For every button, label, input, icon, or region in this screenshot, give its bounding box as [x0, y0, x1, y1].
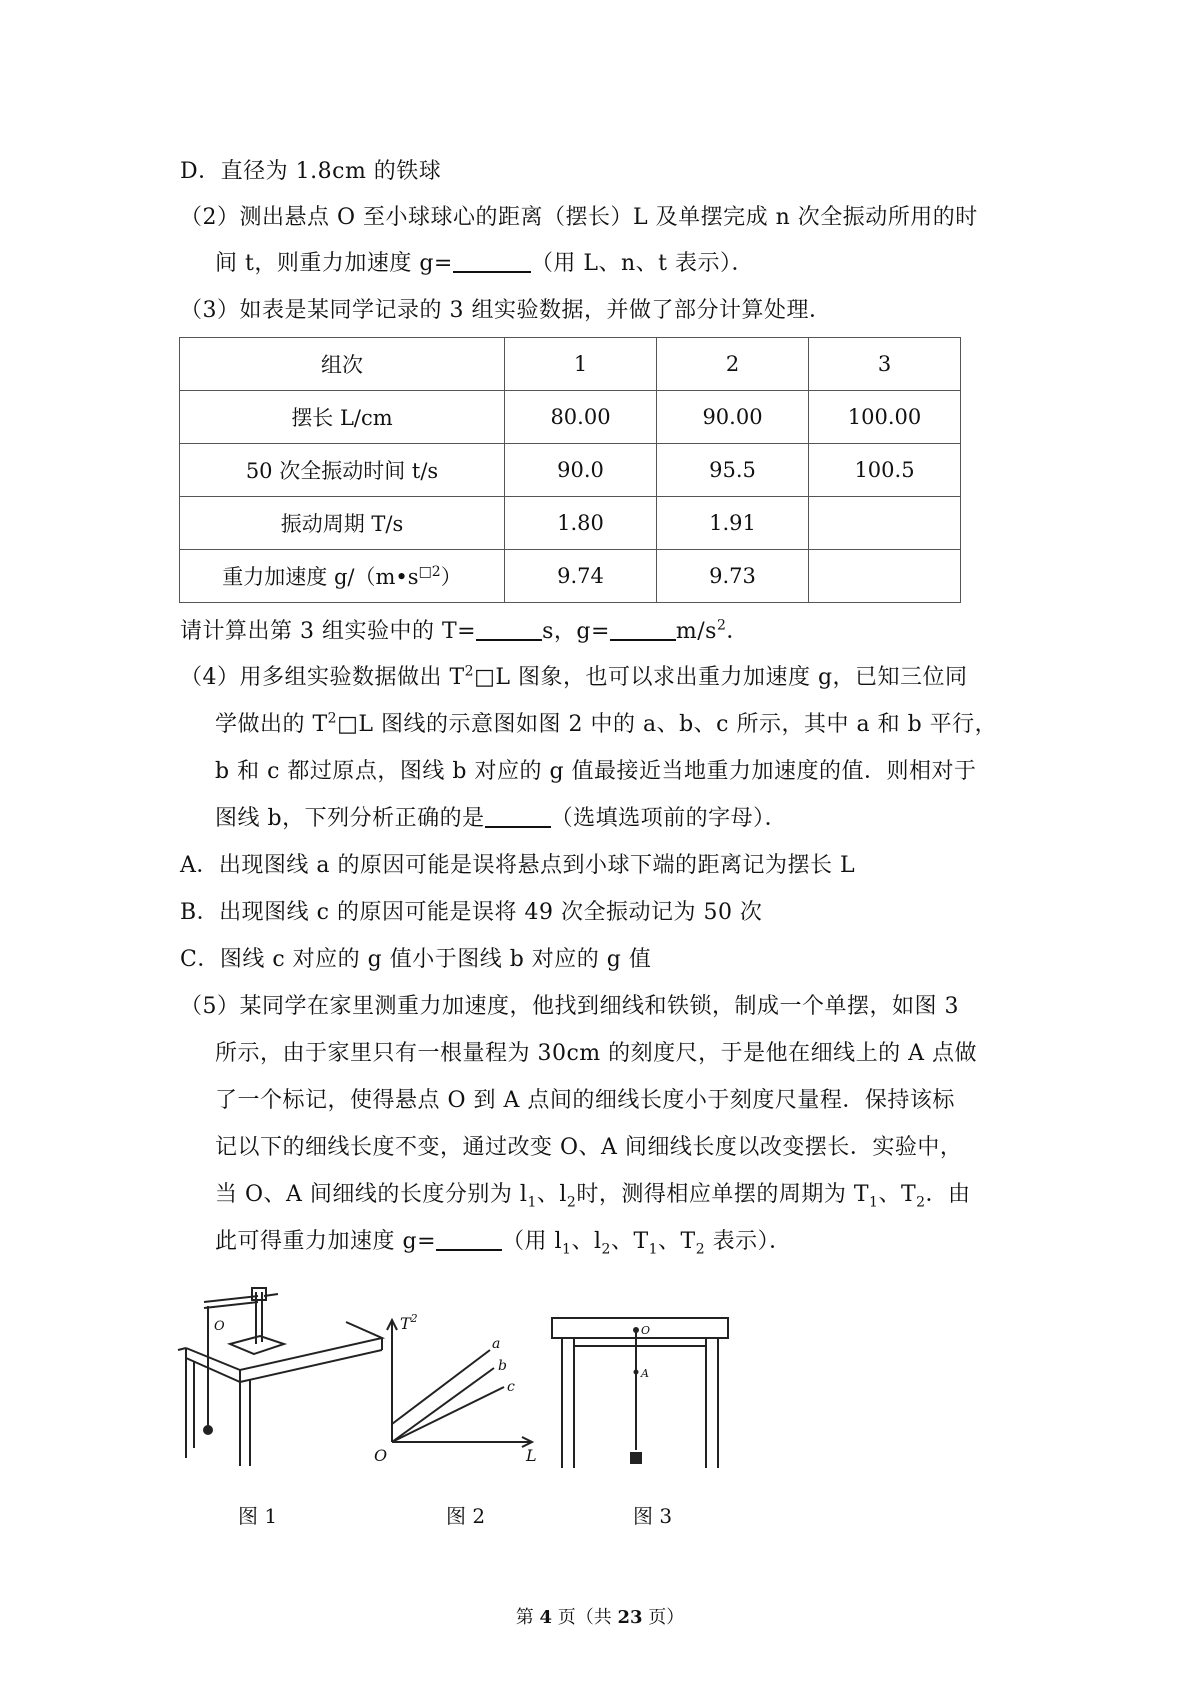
table-cell: 90.00 — [657, 391, 809, 444]
q5-l5-s2: 2 — [566, 1194, 577, 1211]
answer-blank-t[interactable] — [476, 617, 542, 641]
q5-l6-d: 、T — [610, 1229, 649, 1254]
q3-calc-a: 请计算出第 3 组实验中的 T= — [180, 619, 477, 644]
q5-l5-s3: 1 — [869, 1194, 879, 1211]
origin-label: O — [374, 1446, 388, 1465]
q4-option-b: B．出现图线 c 的原因可能是误将 49 次全振动记为 50 次 — [180, 900, 763, 925]
line-a — [392, 1350, 490, 1424]
lock-weight — [630, 1452, 642, 1464]
q5-l5-s4: 2 — [916, 1194, 926, 1211]
table-cell: 摆长 L/cm — [180, 391, 505, 444]
figure-3 — [550, 1310, 730, 1470]
table-header-row — [180, 338, 961, 391]
figure-1 — [178, 1278, 388, 1468]
table-header-cell: 组次 — [180, 338, 505, 391]
q5-line-6 — [215, 1227, 792, 1257]
line-c — [392, 1387, 504, 1442]
table-cell: 9.74 — [505, 550, 657, 603]
q5-l6-f: 表示）． — [705, 1229, 792, 1254]
data-table — [179, 337, 961, 603]
table-cell: 9.73 — [657, 550, 809, 603]
table-row — [180, 391, 961, 444]
footer-total-pages: 23 — [617, 1607, 643, 1628]
q2-text-a: 间 t，则重力加速度 g= — [215, 251, 453, 276]
q2-text-b: （用 L、n、t 表示）． — [530, 251, 754, 276]
axis-y-label: $T^2$ — [400, 1312, 418, 1333]
q5-l6-s3: 1 — [648, 1241, 659, 1258]
footer-post: 页） — [642, 1607, 685, 1628]
q4-l1-sup: 2 — [464, 663, 475, 680]
caption-figure-3: 图 3 — [633, 1504, 673, 1528]
q5-l6-b: （用 l — [502, 1229, 563, 1254]
q4-l4-a: 图线 b，下列分析正确的是 — [215, 806, 485, 831]
q3-calc-b: s，g= — [542, 619, 610, 644]
q4-line-3: b 和 c 都过原点，图线 b 对应的 g 值最接近当地重力加速度的值．则相对于 — [215, 759, 977, 784]
table-cell: 95.5 — [657, 444, 809, 497]
q4-line-1 — [180, 663, 968, 693]
pendulum-ball — [203, 1425, 213, 1435]
q5-l6-e: 、T — [658, 1229, 696, 1254]
q5-l5-b: 、l — [536, 1182, 567, 1207]
q5-l6-s4: 2 — [695, 1241, 706, 1258]
table-row — [180, 444, 961, 497]
q5-l5-e: ．由 — [925, 1182, 971, 1207]
q4-l2-sup: 2 — [327, 710, 338, 727]
label-line-a: a — [492, 1336, 501, 1352]
q5-l5-c: 时，测得相应单摆的周期为 T — [576, 1182, 870, 1207]
q3-intro: （3）如表是某同学记录的 3 组实验数据，并做了部分计算处理． — [180, 298, 832, 323]
table-cell: 50 次全振动时间 t/s — [180, 444, 505, 497]
q5-l5-d: 、T — [878, 1182, 917, 1207]
g-unit-close: ） — [440, 565, 462, 589]
q5-l6-s2: 2 — [601, 1241, 611, 1258]
suspension-point — [633, 1327, 639, 1333]
q5-l6-s1: 1 — [562, 1241, 572, 1258]
table-header-cell: 2 — [657, 338, 809, 391]
q4-line-2 — [215, 710, 997, 740]
table-cell: 80.00 — [505, 391, 657, 444]
q5-line-1: （5）某同学在家里测重力加速度，他找到细线和铁锁，制成一个单摆，如图 3 — [180, 994, 959, 1019]
table-row — [180, 550, 961, 603]
q4-line-4 — [215, 804, 787, 834]
q5-l6-a: 此可得重力加速度 g= — [215, 1229, 437, 1254]
answer-blank-g3[interactable] — [610, 617, 676, 641]
table-header-cell: 1 — [505, 338, 657, 391]
q4-option-a: A．出现图线 a 的原因可能是误将悬点到小球下端的距离记为摆长 L — [180, 853, 856, 878]
footer-page-number: 4 — [539, 1607, 552, 1628]
q3-calc-d: ． — [726, 619, 749, 644]
table-header-cell: 3 — [809, 338, 961, 391]
q2-line-1: （2）测出悬点 O 至小球球心的距离（摆长）L 及单摆完成 n 次全振动所用的时 — [180, 205, 978, 230]
option-d: D．直径为 1.8cm 的铁球 — [180, 159, 442, 184]
fig3-label-a: A — [641, 1367, 649, 1380]
q5-line-3: 了一个标记，使得悬点 O 到 A 点间的细线长度小于刻度尺量程．保持该标 — [215, 1088, 955, 1113]
q5-l5-s1: 1 — [527, 1194, 537, 1211]
q5-l6-c: 、l — [571, 1229, 602, 1254]
page-footer — [0, 1603, 1200, 1629]
q5-line-5 — [215, 1180, 971, 1210]
q4-l4-b: （选填选项前的字母）． — [550, 806, 788, 831]
q4-l2-b: □L 图线的示意图如图 2 中的 a、b、c 所示，其中 a 和 b 平行， — [337, 712, 998, 737]
table-cell[interactable] — [809, 550, 961, 603]
graph-lines — [392, 1350, 504, 1442]
mark-a — [634, 1370, 639, 1375]
answer-blank-choice[interactable] — [485, 804, 551, 828]
fig3-label-o: O — [641, 1324, 651, 1337]
q3-calc-sup: 2 — [716, 617, 727, 634]
q4-option-c: C．图线 c 对应的 g 值小于图线 b 对应的 g 值 — [180, 947, 652, 972]
line-b — [392, 1368, 494, 1442]
frame-drawing — [552, 1318, 728, 1468]
q2-line-2 — [215, 249, 754, 279]
label-line-c: c — [507, 1379, 515, 1395]
caption-figure-1: 图 1 — [238, 1504, 278, 1528]
table-cell: 100.00 — [809, 391, 961, 444]
table-row — [180, 497, 961, 550]
footer-mid: 页（共 — [552, 1607, 618, 1628]
axis-x-label: L — [526, 1446, 537, 1465]
table-cell: 振动周期 T/s — [180, 497, 505, 550]
table-with-stand-drawing — [178, 1288, 382, 1466]
q3-calc-c: m/s — [675, 619, 717, 644]
fig1-label-o: O — [214, 1319, 225, 1334]
table-cell: 90.0 — [505, 444, 657, 497]
table-cell-g-unit — [180, 550, 505, 603]
q4-l1-a: （4）用多组实验数据做出 T — [180, 665, 465, 690]
footer-pre: 第 — [515, 1607, 540, 1628]
q5-l5-a: 当 O、A 间细线的长度分别为 l — [215, 1182, 528, 1207]
caption-figure-2: 图 2 — [446, 1504, 486, 1528]
table-cell: 100.5 — [809, 444, 961, 497]
answer-blank-g5[interactable] — [436, 1227, 502, 1251]
table-cell: 1.80 — [505, 497, 657, 550]
table-cell: 1.91 — [657, 497, 809, 550]
q5-line-4: 记以下的细线长度不变，通过改变 O、A 间细线长度以改变摆长．实验中， — [215, 1135, 963, 1160]
q5-line-2: 所示，由于家里只有一根量程为 30cm 的刻度尺，于是他在细线上的 A 点做 — [215, 1041, 978, 1066]
g-unit-sup: □2 — [418, 564, 441, 580]
table-cell[interactable] — [809, 497, 961, 550]
g-unit-text: 重力加速度 g/（m•s — [222, 565, 419, 589]
q3-calc — [180, 617, 749, 647]
q4-l2-a: 学做出的 T — [215, 712, 328, 737]
q4-l1-b: □L 图象，也可以求出重力加速度 g，已知三位同 — [474, 665, 968, 690]
label-line-b: b — [498, 1358, 507, 1374]
answer-blank-g[interactable] — [453, 249, 531, 273]
figure-2 — [374, 1312, 550, 1465]
